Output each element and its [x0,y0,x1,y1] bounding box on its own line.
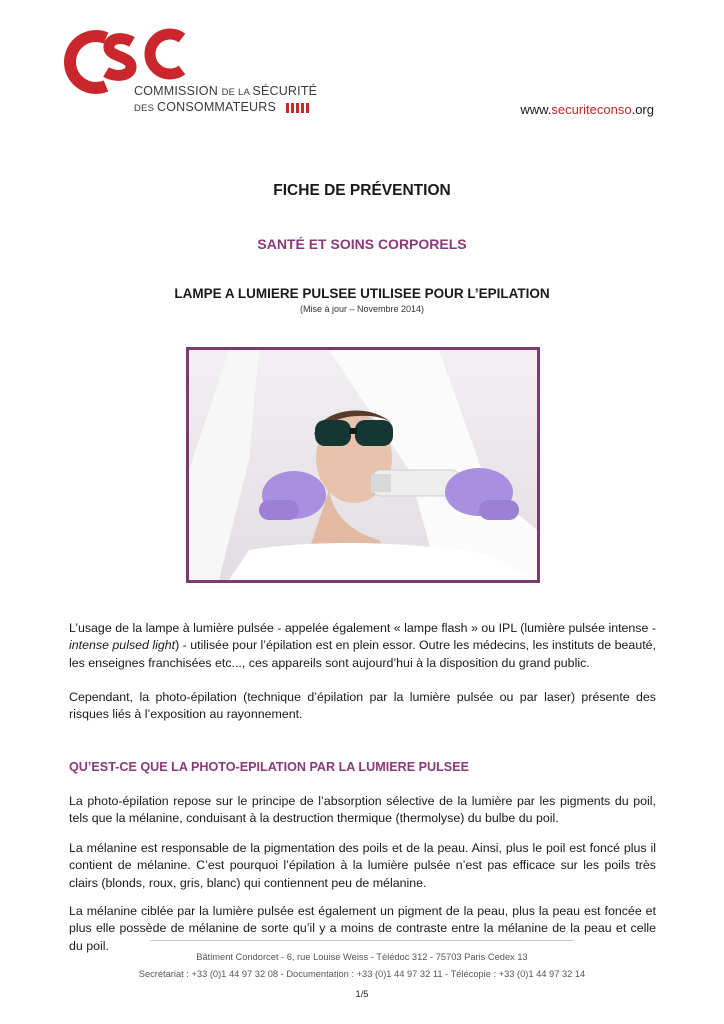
melanin-paragraph: La mélanine est responsable de la pigmentation des poils et de la peau. Ainsi, plus le poil est foncé plus il contient de mélanine. C’est pourquoi l’épilation à la lumière pulsée n’est pas efficace sur les poils très clairs (blonds, roux, gris, blanc) qui contiennent peu de mélanine. [69,841,656,890]
footer-divider [150,940,574,941]
section-title: SANTÉ ET SOINS CORPORELS [257,236,467,252]
intro-paragraph: L’usage de la lampe à lumière pulsée - appelée également « lampe flash » ou IPL (lumière pulsée intense - intense pulsed light) - utilisée pour l’épilation est en plein essor. Outre les médecins, les instituts de beauté, les enseignes franchisées etc..., ces appareils sont aujourd’hui à la disposition du grand public. [69,621,656,670]
logo-text-commission: COMMISSION DE LA SÉCURITÉ [134,84,318,98]
logo-text-consommateurs: DES CONSOMMATEURS [134,100,311,115]
page-number: 1/5 [355,989,369,999]
section-heading: QU’EST-CE QUE LA PHOTO-EPILATION PAR LA LUMIERE PULSEE [69,760,469,774]
footer-address: Bâtiment Condorcet - 6, rue Louise Weiss - Télédoc 312 - 75703 Paris Cedex 13 [196,952,528,962]
csc-logo [64,26,318,126]
website-link[interactable]: www.securiteconso.org [520,102,654,117]
update-date: (Mise à jour – Novembre 2014) [299,304,425,314]
flag-bars-icon [286,101,311,115]
principle-paragraph: La photo-épilation repose sur le principe de l’absorption sélective de la lumière par les pigments du poil, tels que la mélanine, conduisant à la destruction thermique (thermolyse) du bulbe du poil. [69,794,656,826]
risk-paragraph: Cependant, la photo-épilation (technique d’épilation par la lumière pulsée ou par laser) présente des risques liés à l’exposition au rayonnement. [69,690,656,722]
document-title: FICHE DE PRÉVENTION [273,182,451,199]
ipl-treatment-illustration [189,350,537,580]
footer-contacts: Secrétariat : +33 (0)1 44 97 32 08 - Documentation : +33 (0)1 44 97 32 11 - Télécopie : +33 (0)1 44 97 32 14 [138,969,586,979]
document-subtitle: LAMPE A LUMIERE PULSEE UTILISEE POUR L’EPILATION [174,286,550,301]
epilation-photo [186,347,540,583]
skin-paragraph: La mélanine ciblée par la lumière pulsée est également un pigment de la peau, plus la peau est foncée et plus elle possède de mélanine de sorte qu’il y a moins de contraste entre la mélanine de la peau et celle du poil. [69,904,656,953]
